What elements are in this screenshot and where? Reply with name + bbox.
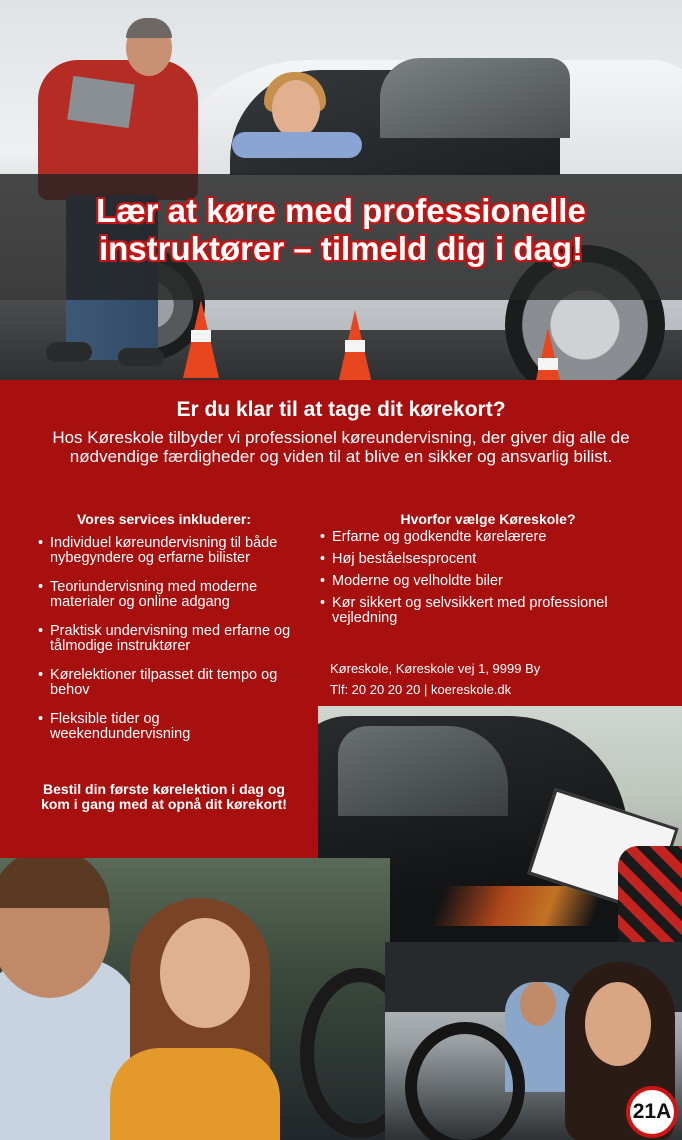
hero-title xyxy=(0,192,682,268)
steering-wheel-icon xyxy=(300,968,390,1138)
hero-student xyxy=(262,72,352,172)
age-badge: 21A xyxy=(626,1086,678,1138)
steering-wheel-icon xyxy=(405,1022,525,1140)
why-item: • Kør sikkert og selvsikkert med professionel vejledning xyxy=(318,596,658,626)
contact-info xyxy=(330,658,650,700)
why-heading: Hvorfor vælge Køreskole? xyxy=(400,511,576,527)
clipboard-icon xyxy=(67,76,135,128)
service-item: • Teoriundervisning med moderne materialer og online adgang xyxy=(36,580,292,610)
traffic-cone-icon xyxy=(530,328,566,380)
hero-car-rear-window xyxy=(380,58,570,138)
intro-heading: Er du klar til at tage dit kørekort? xyxy=(176,398,506,421)
why-item: • Høj beståelsesprocent xyxy=(318,552,658,567)
hero-title-line-1: Lær at køre med professionelle xyxy=(96,192,586,229)
why-item: • Moderne og velholdte biler xyxy=(318,574,658,589)
intro-text: Hos Køreskole tilbyder vi professionel køreundervisning, der giver dig alle de nødvendige færdigheder og viden til at blive en sikker og ansvarlig bilist. xyxy=(52,428,630,466)
contact-phone-web: Tlf: 20 20 20 20 | koereskole.dk xyxy=(330,682,512,697)
service-item: • Kørelektioner tilpasset dit tempo og behov xyxy=(36,668,292,698)
traffic-cone-icon xyxy=(183,300,219,378)
service-item: • Individuel køreundervisning til både nybegyndere og erfarne bilister xyxy=(36,536,292,566)
services-column xyxy=(36,510,292,756)
hero-image xyxy=(0,0,682,380)
why-column xyxy=(318,510,658,633)
hero-title-line-2: instruktører – tilmeld dig i dag! xyxy=(98,230,584,267)
traffic-cone-icon xyxy=(337,310,373,380)
service-item: • Fleksible tider og weekendundervisning xyxy=(36,712,292,742)
services-heading: Vores services inkluderer: xyxy=(76,511,252,527)
contact-address: Køreskole, Køreskole vej 1, 9999 By xyxy=(330,661,541,676)
call-to-action: Bestil din første kørelektion i dag og kom i gang med at opnå dit kørekort! xyxy=(41,781,287,812)
service-item: • Praktisk undervisning med erfarne og tålmodige instruktører xyxy=(36,624,292,654)
why-item: • Erfarne og godkendte kørelærere xyxy=(318,530,658,545)
photo-student-driving xyxy=(0,858,390,1140)
